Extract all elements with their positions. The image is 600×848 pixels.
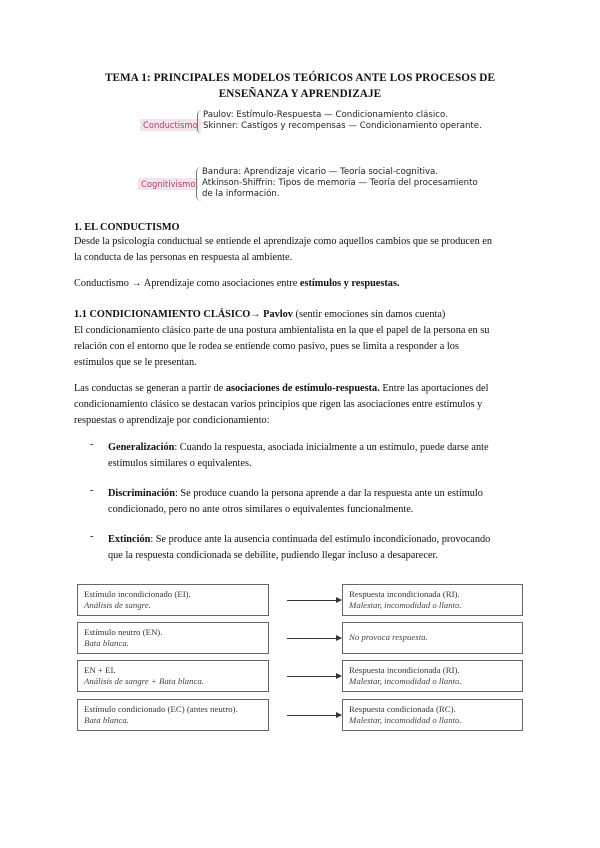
conductismo-tag: Conductismo bbox=[140, 119, 201, 131]
diagram-right-box bbox=[342, 699, 523, 731]
principle-line-2: que la respuesta condicionada se debilite, pudiendo llegar incluso a desaparecer. bbox=[108, 550, 438, 561]
diagram-right-box bbox=[342, 660, 523, 692]
box-text: EN + EI. bbox=[84, 665, 116, 675]
box-text: Respuesta incondicionada (RI). bbox=[349, 665, 460, 675]
principle-text: : Se produce cuando la persona aprende a dar la respuesta ante un estímulo bbox=[174, 488, 483, 499]
list-dash: - bbox=[90, 439, 94, 450]
diagram-right-box bbox=[342, 622, 523, 654]
conductismo-item-2: Skinner: Castigos y recompensas — Condicionamiento operante. bbox=[203, 121, 482, 131]
principle-term: Extinción bbox=[108, 534, 151, 545]
para2-bold: asociaciones de estímulo-respuesta. bbox=[225, 383, 380, 394]
principle-text: : Se produce ante la ausencia continuada del estímulo incondicionado, provocando bbox=[150, 534, 491, 545]
box-italic: Análisis de sangre. bbox=[84, 599, 151, 610]
conductismo-item-1: Paulov: Estímulo-Respuesta — Condicionamiento clásico. bbox=[203, 110, 448, 120]
box-text: Estímulo neutro (EN). bbox=[84, 627, 163, 637]
list-dash: - bbox=[90, 531, 94, 542]
principle-line-1 bbox=[108, 531, 532, 548]
principle-line-2: estímulos similares o equivalentes. bbox=[108, 458, 252, 469]
section-1-summary bbox=[74, 275, 530, 292]
para1-line-2: relación con el entorno que le rodea se entiende como pasivo, pues se limita a responder a los bbox=[74, 341, 459, 352]
para1-line-3: estímulos que se le presentan. bbox=[74, 357, 197, 368]
arrow-icon bbox=[287, 600, 341, 601]
summary-bold: estímulos y respuestas. bbox=[299, 278, 400, 289]
cognitivismo-item-1: Bandura: Aprendizaje vicario — Teoría social-cognitiva. bbox=[202, 167, 439, 177]
cognitivismo-item-3: de la información. bbox=[202, 189, 280, 199]
box-italic: Malestar, incomodidad o llanto. bbox=[349, 675, 462, 686]
section-1-1-heading bbox=[74, 306, 530, 323]
arrow-icon bbox=[287, 715, 341, 716]
box-text: Respuesta incondicionada (RI). bbox=[349, 589, 460, 599]
principle-line-2: condicionado, pero no ante otros similares o equivalentes funcionalmente. bbox=[108, 504, 414, 515]
conductismo-brace bbox=[197, 110, 202, 134]
para2-line-2: condicionamiento clásico se destacan varios principios que rigen las asociaciones entre estímulos y bbox=[74, 399, 483, 410]
diagram-left-box bbox=[77, 660, 269, 692]
title-line-2: ENSEÑANZA Y APRENDIZAJE bbox=[218, 88, 382, 100]
box-italic: Bata blanca. bbox=[84, 637, 129, 648]
list-dash: - bbox=[90, 485, 94, 496]
para2-prefix: Las conductas se generan a partir de bbox=[74, 383, 226, 394]
diagram-left-box bbox=[77, 584, 269, 616]
para1-line-1: El condicionamiento clásico parte de una postura ambientalista en la que el papel de la persona en su bbox=[74, 325, 490, 336]
arrow-icon bbox=[287, 638, 341, 639]
box-text: Estímulo condicionado (EC) (antes neutro). bbox=[84, 704, 238, 714]
page-title bbox=[70, 70, 530, 102]
diagram-right-box bbox=[342, 584, 523, 616]
principle-line-1 bbox=[108, 485, 532, 502]
box-text: Estímulo incondicionado (EI). bbox=[84, 589, 191, 599]
box-italic: Bata blanca. bbox=[84, 714, 129, 725]
arrow-icon bbox=[287, 676, 341, 677]
box-italic: Análisis de sangre + Bata blanca. bbox=[84, 675, 204, 686]
section-1-1-title: 1.1 CONDICIONAMIENTO CLÁSICO→ Pavlov bbox=[74, 309, 293, 320]
box-italic: Malestar, incomodidad o llanto. bbox=[349, 714, 462, 725]
para2-suffix: Entre las aportaciones del bbox=[379, 383, 489, 394]
section-1-heading: 1. EL CONDUCTISMO bbox=[74, 222, 180, 233]
para2-line-3: respuestas o aprendizaje por condicionamiento: bbox=[74, 415, 270, 426]
diagram-left-box bbox=[77, 622, 269, 654]
summary-prefix: Conductismo → Aprendizaje como asociaciones entre bbox=[74, 278, 300, 289]
box-italic: No provoca respuesta. bbox=[349, 632, 428, 642]
box-text: Respuesta condicionada (RC). bbox=[349, 704, 456, 714]
diagram-left-box bbox=[77, 699, 269, 731]
para2-line-1 bbox=[74, 380, 530, 397]
cognitivismo-item-2: Atkinson-Shiffrin: Tipos de memoria — Teoría del procesamiento bbox=[202, 178, 478, 188]
principle-text: : Cuando la respuesta, asociada inicialmente a un estímulo, puede darse ante bbox=[174, 442, 489, 453]
title-line-1: TEMA 1: PRINCIPALES MODELOS TEÓRICOS ANTE LOS PROCESOS DE bbox=[104, 72, 496, 84]
cognitivismo-tag: Cognitivismo bbox=[138, 178, 198, 190]
principle-term: Discriminación bbox=[108, 488, 175, 499]
section-1-1-note: (sentir emociones sin damos cuenta) bbox=[292, 309, 446, 320]
cognitivismo-brace bbox=[196, 167, 201, 201]
principle-line-1 bbox=[108, 439, 532, 456]
principle-term: Generalización bbox=[108, 442, 175, 453]
section-1-line-2: la conducta de las personas en respuesta al ambiente. bbox=[74, 252, 293, 263]
box-italic: Malestar, incomodidad o llanto. bbox=[349, 599, 462, 610]
section-1-line-1: Desde la psicología conductual se entiende el aprendizaje como aquellos cambios que se producen en bbox=[74, 236, 493, 247]
